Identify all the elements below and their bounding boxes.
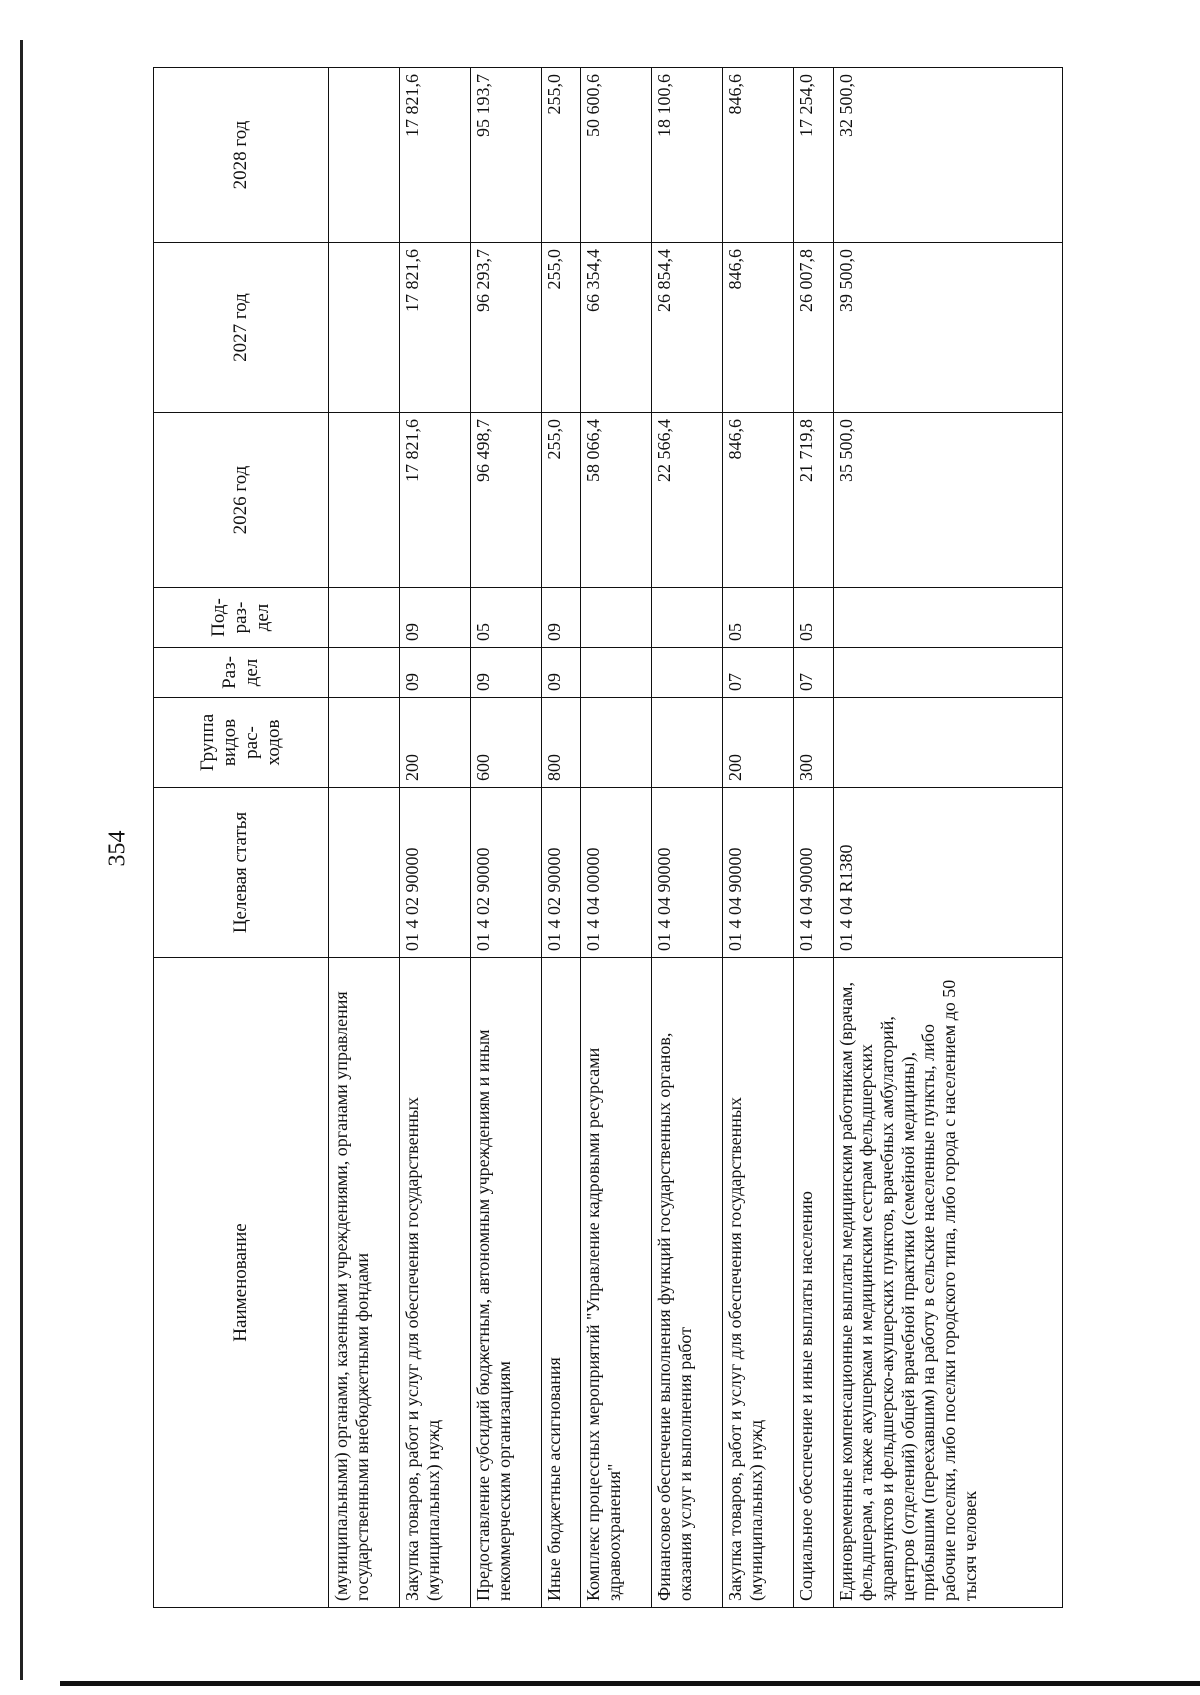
row-subsection: 05 bbox=[794, 588, 833, 648]
row-name: Социальное обеспечение и иные выплаты населению bbox=[794, 958, 833, 1608]
row-2026: 255,0 bbox=[541, 413, 580, 588]
row-2026: 22 566,4 bbox=[652, 413, 723, 588]
row-target: 01 4 04 R1380 bbox=[833, 788, 1062, 958]
row-subsection: 05 bbox=[723, 588, 794, 648]
row-name: Закупка товаров, работ и услуг для обеспечения государственных (муниципальных) нужд bbox=[399, 958, 470, 1608]
row-2028: 50 600,6 bbox=[581, 68, 652, 243]
row-2026: 17 821,6 bbox=[399, 413, 470, 588]
row-target: 01 4 02 90000 bbox=[399, 788, 470, 958]
row-section bbox=[833, 648, 1062, 698]
row-section bbox=[329, 648, 400, 698]
row-2027: 39 500,0 bbox=[833, 243, 1062, 413]
row-target: 01 4 04 00000 bbox=[581, 788, 652, 958]
row-group: 200 bbox=[399, 698, 470, 788]
header-name: Наименование bbox=[154, 958, 329, 1608]
header-group: Группа видов рас- ходов bbox=[154, 698, 329, 788]
row-2027: 66 354,4 bbox=[581, 243, 652, 413]
row-2027: 255,0 bbox=[541, 243, 580, 413]
row-name: (муниципальными) органами, казенными учреждениями, органами управления государственными внебюджетными фондами bbox=[329, 958, 400, 1608]
row-section: 09 bbox=[399, 648, 470, 698]
row-2026 bbox=[329, 413, 400, 588]
row-subsection bbox=[652, 588, 723, 648]
row-2027 bbox=[329, 243, 400, 413]
budget-table bbox=[153, 67, 1063, 1608]
row-section: 07 bbox=[723, 648, 794, 698]
table-row bbox=[833, 68, 1062, 1608]
row-target: 01 4 02 90000 bbox=[470, 788, 541, 958]
row-2026: 58 066,4 bbox=[581, 413, 652, 588]
row-section: 07 bbox=[794, 648, 833, 698]
row-2027: 17 821,6 bbox=[399, 243, 470, 413]
row-name: Финансовое обеспечение выполнения функций государственных органов, оказания услуг и выполнения работ bbox=[652, 958, 723, 1608]
row-target: 01 4 04 90000 bbox=[652, 788, 723, 958]
row-2026: 21 719,8 bbox=[794, 413, 833, 588]
row-2028: 95 193,7 bbox=[470, 68, 541, 243]
row-subsection bbox=[329, 588, 400, 648]
table-row bbox=[470, 68, 541, 1608]
bottom-margin-rule bbox=[60, 1681, 1200, 1686]
row-name: Предоставление субсидий бюджетным, автономным учреждениям и иным некоммерческим организациям bbox=[470, 958, 541, 1608]
row-group bbox=[833, 698, 1062, 788]
row-2027: 846,6 bbox=[723, 243, 794, 413]
row-name: Иные бюджетные ассигнования bbox=[541, 958, 580, 1608]
header-subsection: Под- раз- дел bbox=[154, 588, 329, 648]
row-group: 800 bbox=[541, 698, 580, 788]
row-2028: 17 254,0 bbox=[794, 68, 833, 243]
row-2028: 32 500,0 bbox=[833, 68, 1062, 243]
row-target: 01 4 02 90000 bbox=[541, 788, 580, 958]
table-row bbox=[541, 68, 580, 1608]
rotated-table-container bbox=[153, 68, 1063, 1608]
row-group bbox=[329, 698, 400, 788]
header-section: Раз- дел bbox=[154, 648, 329, 698]
row-target bbox=[329, 788, 400, 958]
row-2028 bbox=[329, 68, 400, 243]
page-number: 354 bbox=[104, 830, 131, 867]
header-2028: 2028 год bbox=[154, 68, 329, 243]
row-section bbox=[581, 648, 652, 698]
table-row bbox=[329, 68, 400, 1608]
row-subsection: 05 bbox=[470, 588, 541, 648]
row-name: Закупка товаров, работ и услуг для обеспечения государственных (муниципальных) нужд bbox=[723, 958, 794, 1608]
row-group: 200 bbox=[723, 698, 794, 788]
row-2026: 846,6 bbox=[723, 413, 794, 588]
left-margin-rule bbox=[20, 40, 23, 1680]
table-row bbox=[581, 68, 652, 1608]
row-group: 600 bbox=[470, 698, 541, 788]
row-2028: 17 821,6 bbox=[399, 68, 470, 243]
row-group: 300 bbox=[794, 698, 833, 788]
table-header-row bbox=[154, 68, 329, 1608]
row-2028: 255,0 bbox=[541, 68, 580, 243]
row-subsection bbox=[833, 588, 1062, 648]
row-2027: 26 854,4 bbox=[652, 243, 723, 413]
row-target: 01 4 04 90000 bbox=[794, 788, 833, 958]
row-section bbox=[652, 648, 723, 698]
table-row bbox=[723, 68, 794, 1608]
row-2028: 846,6 bbox=[723, 68, 794, 243]
row-2028: 18 100,6 bbox=[652, 68, 723, 243]
row-subsection bbox=[581, 588, 652, 648]
row-2027: 26 007,8 bbox=[794, 243, 833, 413]
header-target: Целевая статья bbox=[154, 788, 329, 958]
table-row bbox=[794, 68, 833, 1608]
table-row bbox=[399, 68, 470, 1608]
row-section: 09 bbox=[470, 648, 541, 698]
row-target: 01 4 04 90000 bbox=[723, 788, 794, 958]
row-name: Комплекс процессных мероприятий "Управление кадровыми ресурсами здравоохранения" bbox=[581, 958, 652, 1608]
header-2026: 2026 год bbox=[154, 413, 329, 588]
row-name: Единовременные компенсационные выплаты медицинским работникам (врачам, фельдшерам, а также акушеркам и медицинским сестрам фельдшерских здравпунктов и фельдшерско-акушерских пунктов, врачебных амбулаторий, центров (отделений) общей врачебной практики (семейной медицины), прибывшим (переехавшим) на работу в сельские населенные пункты, либо рабочие поселки, либо поселки городского типа, либо города с населением до 50 тысяч человек bbox=[833, 958, 1062, 1608]
row-2026: 35 500,0 bbox=[833, 413, 1062, 588]
header-2027: 2027 год bbox=[154, 243, 329, 413]
row-group bbox=[581, 698, 652, 788]
row-2027: 96 293,7 bbox=[470, 243, 541, 413]
row-subsection: 09 bbox=[399, 588, 470, 648]
row-section: 09 bbox=[541, 648, 580, 698]
row-group bbox=[652, 698, 723, 788]
row-2026: 96 498,7 bbox=[470, 413, 541, 588]
table-row bbox=[652, 68, 723, 1608]
row-subsection: 09 bbox=[541, 588, 580, 648]
